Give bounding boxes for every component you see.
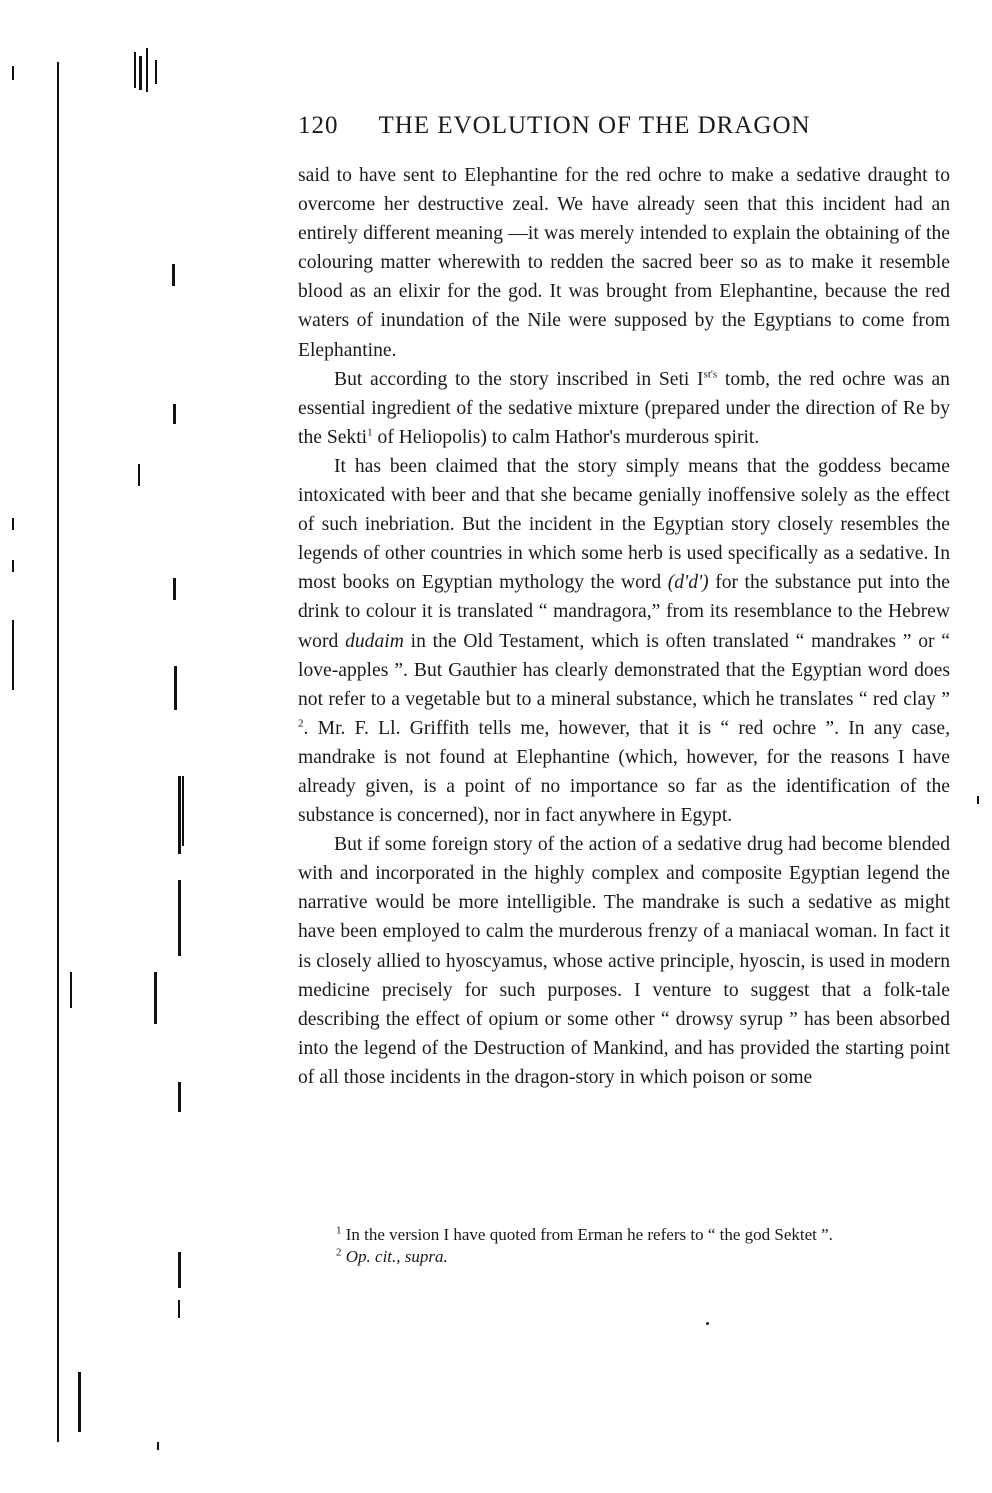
paragraph-1: said to have sent to Elephantine for the red ochre to make a sedative draught to overcome her destructive zeal. We have already seen that this incident had an entirely different meaning —it was merely intended to explain the obtaining of the colouring matter wherewith to redden the sacred beer so as to make it resemble blood as an elixir for the god. It was brought from Elephantine, because the red waters of inundation of the Nile were supposed by the Egyptians to come from Elephantine. <box>298 165 950 361</box>
page-number: 120 <box>298 112 339 139</box>
running-title: THE EVOLUTION OF THE DRAGON <box>378 112 811 139</box>
footnote-mark: 1 <box>336 1224 342 1237</box>
footnote-text: In the version I have quoted from Erman he refers to “ the god Sektet ”. <box>341 1225 833 1244</box>
footnote-1 <box>336 1224 956 1246</box>
footnote-text: Op. cit., supra. <box>341 1247 448 1266</box>
speck <box>706 1322 709 1325</box>
text-run: of Heliopolis) to calm Hathor's murderous spirit. <box>372 426 760 448</box>
speck <box>977 796 979 804</box>
italic-word: dudaim <box>345 630 404 652</box>
text-run: in the Old Testament, which is often translated “ mandrakes ” or “ love-apples ”. But Gauthier has clearly demonstrated that the Egyptian word does not refer to a vegetable but to a mineral substance, which he translates “ red clay ” <box>298 630 950 710</box>
superscript: st's <box>703 368 718 381</box>
text-run: . Mr. F. Ll. Griffith tells me, however, that it is “ red ochre ”. In any case, mandrake is not found at Elephantine (which, however, for the reasons I have already given, is a point of no importance so far as the identification of the substance is concerned), nor in fact anywhere in Egypt. <box>298 717 950 827</box>
footnote-ref-1: 1 <box>367 426 373 439</box>
footnote-2 <box>336 1246 956 1268</box>
italic-word: (d'd') <box>667 572 709 594</box>
text-run: But according to the story inscribed in Seti I <box>334 368 704 390</box>
footnotes <box>336 1224 956 1268</box>
footnote-ref-2: 2 <box>298 717 304 730</box>
text-run: tomb, the red ochre was an essential ingredient of the sedative mixture (prepared under the direction of Re by the Sekti <box>298 368 950 448</box>
paragraph-2 <box>298 365 950 452</box>
text-run: It has been claimed that the story simply means that the goddess became intoxicated with beer and that she became genially inoffensive solely as the effect of such inebriation. But the incident in the Egyptian story closely resembles the legends of other countries in which some herb is used specifically as a sedative. In most books on Egyptian mythology the word <box>298 455 950 594</box>
paragraph-4: But if some foreign story of the action of a sedative drug had become blended with and incorporated in the highly complex and composite Egyptian legend the narrative would be more intelligible. The mandrake is such a sedative as might have been employed to calm the murderous frenzy of a maniacal woman. In fact it is closely allied to hyoscyamus, whose active principle, hyoscin, is used in modern medicine precisely for such purposes. I venture to suggest that a folk-tale describing the effect of opium or some other “ drowsy syrup ” has been absorbed into the legend of the Destruction of Mankind, and has provided the starting point of all those incidents in the dragon-story in which poison or some <box>298 834 950 1088</box>
text-run: for the substance put into the drink to colour it is translated “ mandragora,” from its resemblance to the Hebrew word <box>298 572 950 652</box>
running-header <box>298 112 958 140</box>
paragraph-3 <box>298 452 950 830</box>
footnote-mark: 2 <box>336 1246 342 1259</box>
body-text <box>298 161 950 1092</box>
